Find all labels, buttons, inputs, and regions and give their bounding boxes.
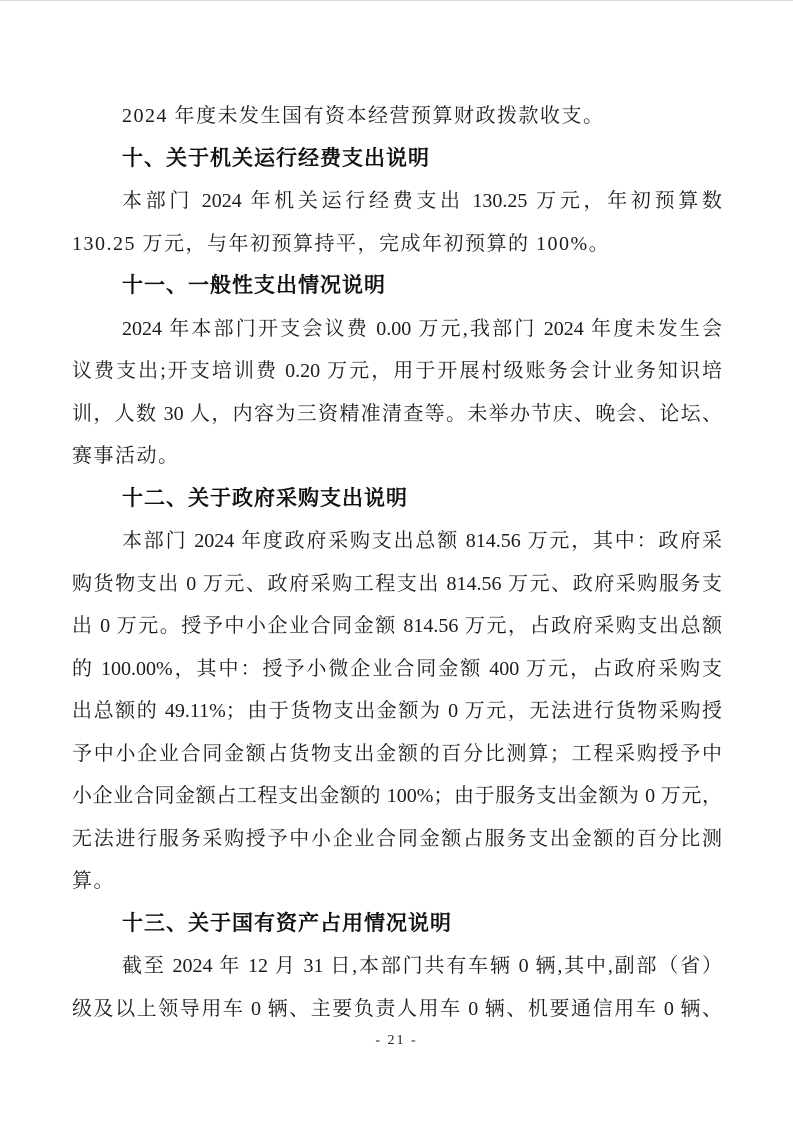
paragraph-line: 级及以上领导用车 0 辆、主要负责人用车 0 辆、机要通信用车 0 辆、 <box>72 997 722 1020</box>
paragraph-line: 出总额的 49.11%；由于货物支出金额为 0 万元，无法进行货物采购授 <box>72 700 722 722</box>
paragraph-line: 议费支出;开支培训费 0.20 万元，用于开展村级账务会计业务知识培 <box>72 360 722 382</box>
paragraph-line: 小企业合同金额占工程支出金额的 100%；由于服务支出金额为 0 万元， <box>72 785 722 807</box>
paragraph-line: 2024 年度未发生国有资本经营预算财政拨款收支。 <box>122 105 605 127</box>
paragraph-line: 截至 2024 年 12 月 31 日,本部门共有车辆 0 辆,其中,副部（省） <box>122 955 722 977</box>
paragraph-line: 2024 年本部门开支会议费 0.00 万元,我部门 2024 年度未发生会 <box>122 317 722 340</box>
section-heading: 十二、关于政府采购支出说明 <box>122 486 408 510</box>
page-body <box>72 95 722 1030</box>
section-heading: 十三、关于国有资产占用情况说明 <box>122 911 452 935</box>
paragraph-line: 本部门 2024 年度政府采购支出总额 814.56 万元，其中：政府采 <box>122 530 722 552</box>
paragraph-line: 训，人数 30 人，内容为三资精准清查等。未举办节庆、晚会、论坛、 <box>72 402 722 425</box>
paragraph-line: 算。 <box>72 870 115 892</box>
paragraph-line: 本部门 2024 年机关运行经费支出 130.25 万元，年初预算数 <box>122 190 722 212</box>
section-heading: 十、关于机关运行经费支出说明 <box>122 146 430 170</box>
scan-edge-line <box>0 0 793 1</box>
paragraph-line: 出 0 万元。授予中小企业合同金额 814.56 万元，占政府采购支出总额 <box>72 615 722 637</box>
paragraph-line: 赛事活动。 <box>72 445 180 467</box>
paragraph-line: 的 100.00%，其中：授予小微企业合同金额 400 万元，占政府采购支 <box>72 657 722 680</box>
page-number: - 21 - <box>375 1033 418 1048</box>
paragraph-line: 无法进行服务采购授予中小企业合同金额占服务支出金额的百分比测 <box>72 827 722 850</box>
section-heading: 十一、一般性支出情况说明 <box>122 274 386 297</box>
paragraph-line: 予中小企业合同金额占货物支出金额的百分比测算；工程采购授予中 <box>72 742 722 765</box>
paragraph-line: 购货物支出 0 万元、政府采购工程支出 814.56 万元、政府采购服务支 <box>72 572 722 595</box>
paragraph-line: 130.25 万元，与年初预算持平，完成年初预算的 100%。 <box>72 232 611 255</box>
